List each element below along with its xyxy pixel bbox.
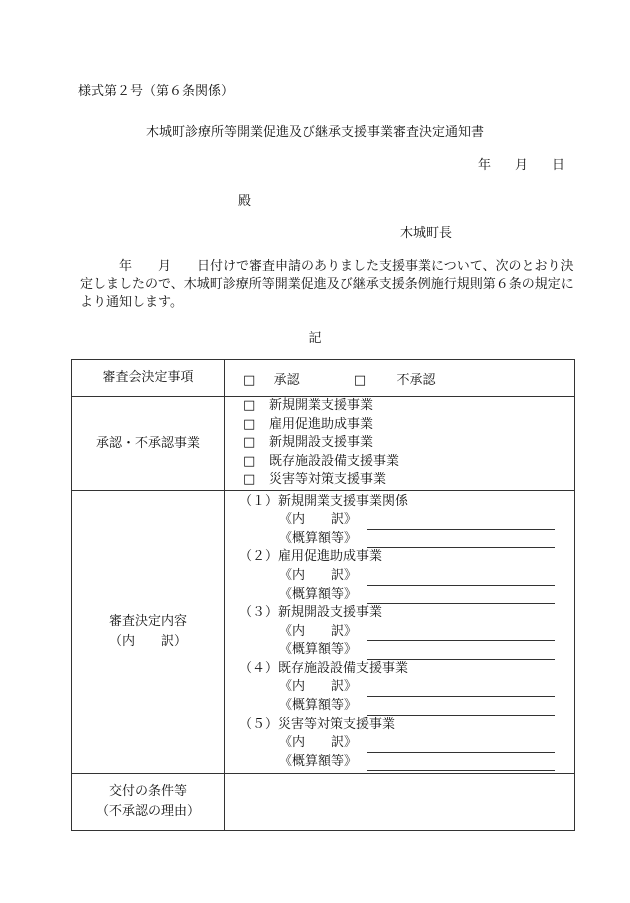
estimate-label: 《概算額等》 bbox=[279, 530, 358, 546]
item-label: 災害等対策支援事業 bbox=[269, 472, 387, 488]
estimate-field[interactable] bbox=[367, 534, 555, 548]
decision-label: 審査会決定事項 bbox=[72, 360, 225, 397]
approval-label: 承認・不承認事業 bbox=[72, 397, 225, 491]
conditions-label-line: 交付の条件等 bbox=[108, 784, 187, 799]
item-label: 雇用促進助成事業 bbox=[269, 416, 374, 432]
section-heading: （２）雇用促進助成事業 bbox=[239, 549, 383, 565]
estimate-line bbox=[239, 697, 574, 716]
item-label: 新規開設支援事業 bbox=[269, 435, 374, 451]
issuer: 木城町長 bbox=[400, 226, 453, 241]
approval-options bbox=[225, 397, 575, 491]
reject-checkbox[interactable]: □ bbox=[353, 372, 367, 388]
breakdown-line bbox=[239, 567, 574, 586]
table-row bbox=[72, 397, 575, 491]
estimate-label: 《概算額等》 bbox=[279, 586, 358, 602]
breakdown-field[interactable] bbox=[367, 739, 555, 753]
breakdown-label: 《内 訳》 bbox=[279, 623, 358, 639]
form-number: 様式第２号（第６条関係） bbox=[78, 84, 235, 99]
estimate-field[interactable] bbox=[367, 757, 555, 771]
breakdown-label: 《内 訳》 bbox=[279, 512, 358, 528]
estimate-label: 《概算額等》 bbox=[279, 698, 358, 714]
addressee: 殿 bbox=[238, 194, 252, 209]
content-details bbox=[225, 491, 575, 774]
section-heading: （３）新規開設支援事業 bbox=[239, 605, 383, 621]
estimate-line bbox=[239, 530, 574, 549]
breakdown-line bbox=[239, 623, 574, 642]
item-checkbox[interactable]: □ bbox=[243, 453, 256, 469]
ki-heading: 記 bbox=[308, 331, 322, 346]
approve-checkbox[interactable]: □ bbox=[243, 372, 256, 388]
body-line: より通知します。 bbox=[80, 295, 183, 310]
list-item bbox=[243, 453, 574, 472]
conditions-field[interactable] bbox=[225, 774, 575, 831]
item-checkbox[interactable]: □ bbox=[243, 472, 256, 488]
estimate-field[interactable] bbox=[367, 702, 555, 716]
breakdown-label: 《内 訳》 bbox=[279, 735, 358, 751]
list-item bbox=[243, 416, 574, 435]
section-heading: （４）既存施設設備支援事業 bbox=[239, 660, 409, 676]
item-checkbox[interactable]: □ bbox=[243, 398, 256, 414]
list-item bbox=[243, 397, 574, 416]
date-line bbox=[478, 154, 565, 173]
table-row bbox=[72, 491, 575, 774]
table-row bbox=[72, 360, 575, 397]
estimate-label: 《概算額等》 bbox=[279, 642, 358, 658]
estimate-field[interactable] bbox=[367, 590, 555, 604]
document-title: 木城町診療所等開業促進及び継承支援事業審査決定通知書 bbox=[145, 125, 484, 140]
reject-label: 不承認 bbox=[396, 372, 436, 388]
approve-label: 承認 bbox=[273, 372, 300, 388]
content-label-line: （内 訳） bbox=[108, 634, 187, 649]
section-heading: （１）新規開業支援事業関係 bbox=[239, 493, 409, 509]
breakdown-label: 《内 訳》 bbox=[279, 567, 358, 583]
decision-options bbox=[225, 360, 575, 397]
content-label bbox=[72, 491, 225, 774]
breakdown-line bbox=[239, 734, 574, 753]
body-line: 年 月 日付けで審査申請のありました支援事業について、次のとおり決 bbox=[80, 259, 574, 274]
item-label: 既存施設設備支援事業 bbox=[269, 453, 400, 469]
body-line: 定しましたので、木城町診療所等開業促進及び継承支援条例施行規則第６条の規定に bbox=[80, 277, 574, 292]
estimate-line bbox=[239, 586, 574, 605]
content-label-line: 審査決定内容 bbox=[108, 614, 187, 629]
estimate-line bbox=[239, 641, 574, 660]
conditions-label-line: （不承認の理由） bbox=[95, 804, 200, 819]
item-checkbox[interactable]: □ bbox=[243, 435, 256, 451]
breakdown-field[interactable] bbox=[367, 516, 555, 530]
estimate-field[interactable] bbox=[367, 646, 555, 660]
item-label: 新規開業支援事業 bbox=[269, 398, 374, 414]
breakdown-field[interactable] bbox=[367, 627, 555, 641]
table-row bbox=[72, 774, 575, 831]
section-heading: （５）災害等対策支援事業 bbox=[239, 716, 396, 732]
breakdown-line bbox=[239, 511, 574, 530]
breakdown-line bbox=[239, 678, 574, 697]
list-item bbox=[243, 434, 574, 453]
date-year: 年 bbox=[478, 158, 492, 173]
body-text bbox=[80, 258, 588, 312]
breakdown-label: 《内 訳》 bbox=[279, 679, 358, 695]
breakdown-field[interactable] bbox=[367, 572, 555, 586]
date-month: 月 bbox=[515, 158, 529, 173]
estimate-label: 《概算額等》 bbox=[279, 753, 358, 769]
conditions-label bbox=[72, 774, 225, 831]
estimate-line bbox=[239, 753, 574, 772]
decision-table bbox=[71, 359, 575, 831]
list-item bbox=[243, 471, 574, 490]
item-checkbox[interactable]: □ bbox=[243, 416, 256, 432]
date-day: 日 bbox=[552, 158, 566, 173]
breakdown-field[interactable] bbox=[367, 683, 555, 697]
